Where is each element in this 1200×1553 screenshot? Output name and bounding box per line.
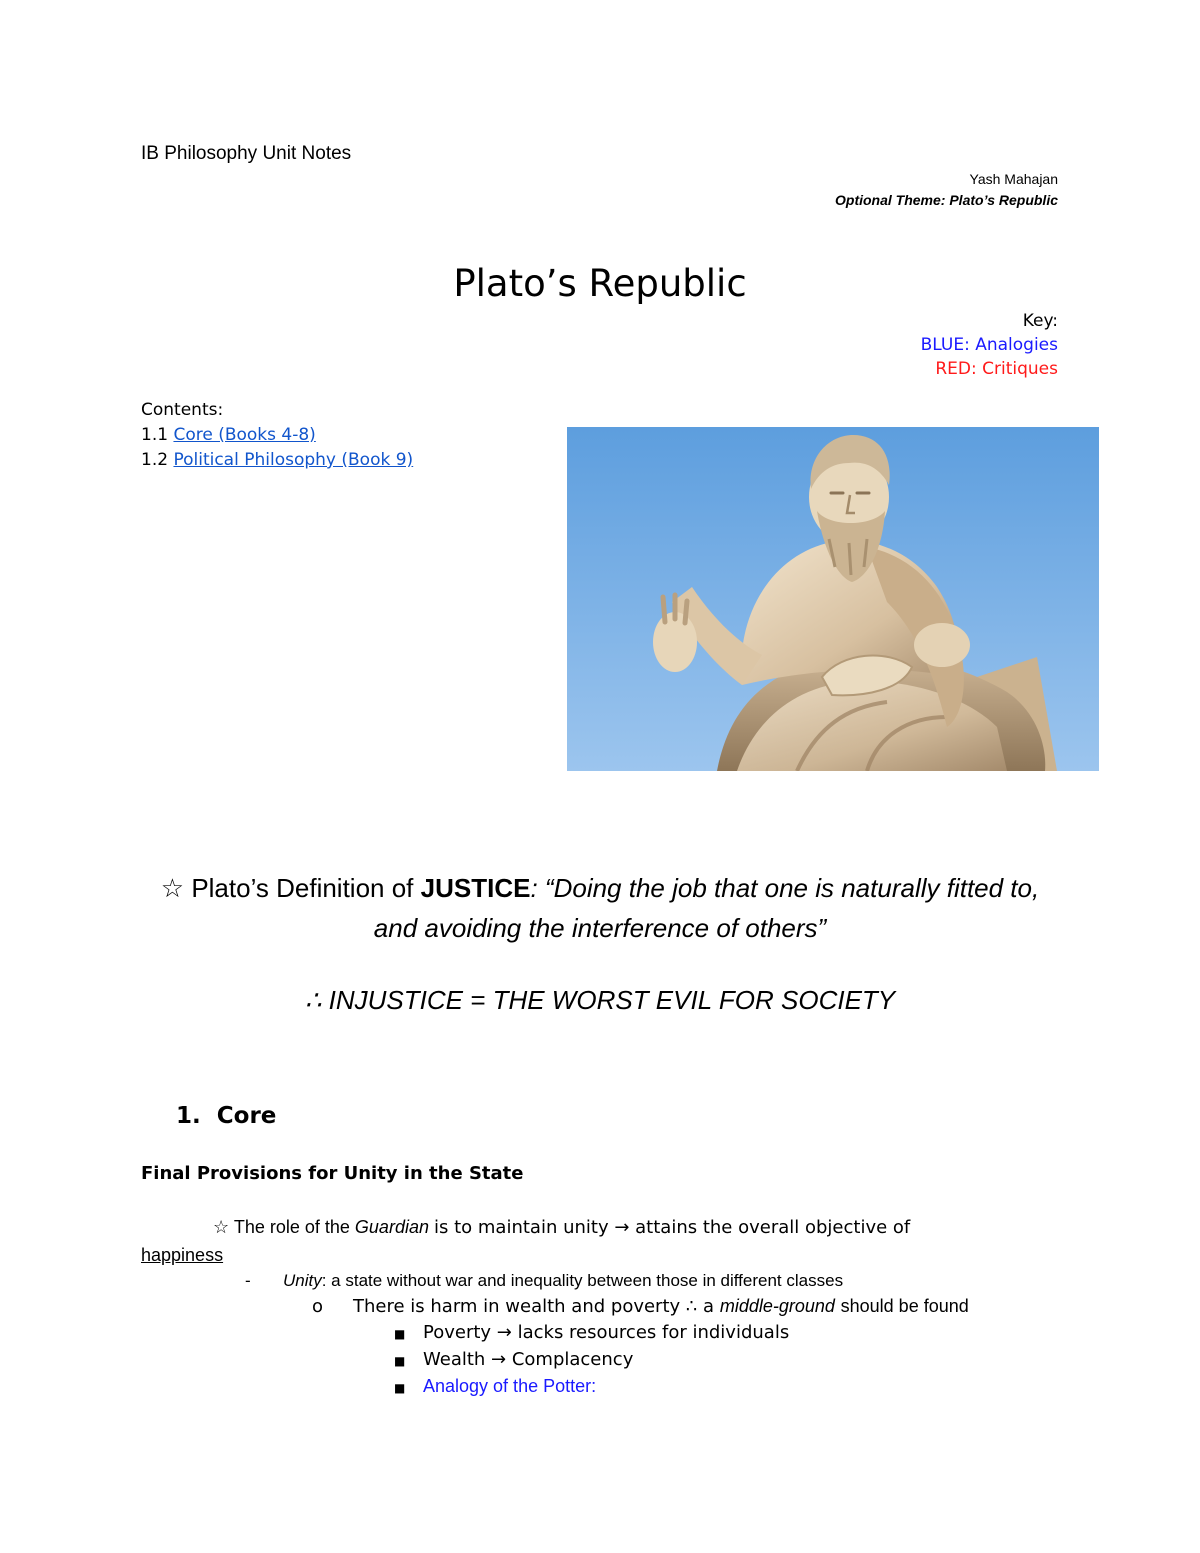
harm-pre: There is harm in wealth and poverty ∴ a [353, 1296, 715, 1317]
subheading-unity: Final Provisions for Unity in the State [141, 1163, 524, 1184]
section-heading-core [176, 1103, 276, 1129]
page-title: Plato’s Republic [453, 262, 747, 305]
middle-ground-term: middle-ground [719, 1296, 835, 1316]
square-bullet: ■ [394, 1354, 406, 1368]
justice-definition [150, 868, 1050, 948]
unity-definition [283, 1271, 843, 1291]
injustice-conclusion: ∴ INJUSTICE = THE WORST EVIL FOR SOCIETY [304, 985, 896, 1015]
analogy-text: Analogy of the Potter: [423, 1376, 597, 1396]
toc-item [141, 448, 413, 473]
contents-label: Contents: [141, 400, 224, 420]
toc-link-political-philosophy[interactable]: Political Philosophy (Book 9) [173, 450, 414, 470]
square-bullet: ■ [394, 1327, 406, 1341]
circle-bullet: o [312, 1296, 324, 1317]
section-title: Core [216, 1103, 277, 1129]
theme-label: Optional Theme: Plato’s Republic [835, 192, 1058, 208]
definition-colon: : [530, 873, 538, 903]
list-item-wealth: Wealth → Complacency [423, 1349, 634, 1370]
author-name: Yash Mahajan [969, 171, 1058, 187]
star-icon: ☆ [160, 873, 185, 903]
dash-bullet: - [245, 1271, 251, 1290]
plato-statue-illustration [567, 427, 1099, 771]
toc-link-core[interactable]: Core (Books 4-8) [173, 425, 316, 445]
harm-post: should be found [840, 1296, 969, 1316]
table-of-contents [141, 398, 413, 473]
key-label: Key: [1022, 311, 1058, 331]
guardian-term: Guardian [354, 1217, 429, 1237]
guardian-role-line [213, 1217, 910, 1238]
toc-number: 1.1 [141, 425, 169, 445]
happiness-term: happiness [141, 1245, 224, 1265]
key-blue-analogies: BLUE: Analogies [920, 335, 1058, 355]
unity-term: Unity [283, 1271, 322, 1290]
guardian-post: is to maintain unity → attains the overall objective of [434, 1217, 911, 1238]
list-item-analogy-potter [423, 1376, 596, 1397]
harm-line [353, 1296, 969, 1317]
definition-lead: Plato’s Definition of [191, 873, 414, 903]
star-icon: ☆ [213, 1217, 230, 1237]
key-red-critiques: RED: Critiques [935, 359, 1058, 379]
section-number: 1. [176, 1103, 201, 1129]
justice-quote: “Doing the job that one is naturally fitted to, and avoiding the interference of others” [373, 873, 1040, 943]
guardian-pre: The role of the [233, 1217, 350, 1237]
list-item-poverty: Poverty → lacks resources for individuals [423, 1322, 790, 1343]
square-bullet: ■ [394, 1381, 406, 1395]
plato-statue-image [567, 427, 1099, 771]
color-key [921, 309, 1058, 381]
toc-number: 1.2 [141, 450, 169, 470]
document-header-title: IB Philosophy Unit Notes [141, 143, 352, 164]
unity-rest: : a state without war and inequality between those in different classes [321, 1271, 844, 1290]
toc-item [141, 423, 413, 448]
justice-term: JUSTICE [420, 873, 531, 903]
